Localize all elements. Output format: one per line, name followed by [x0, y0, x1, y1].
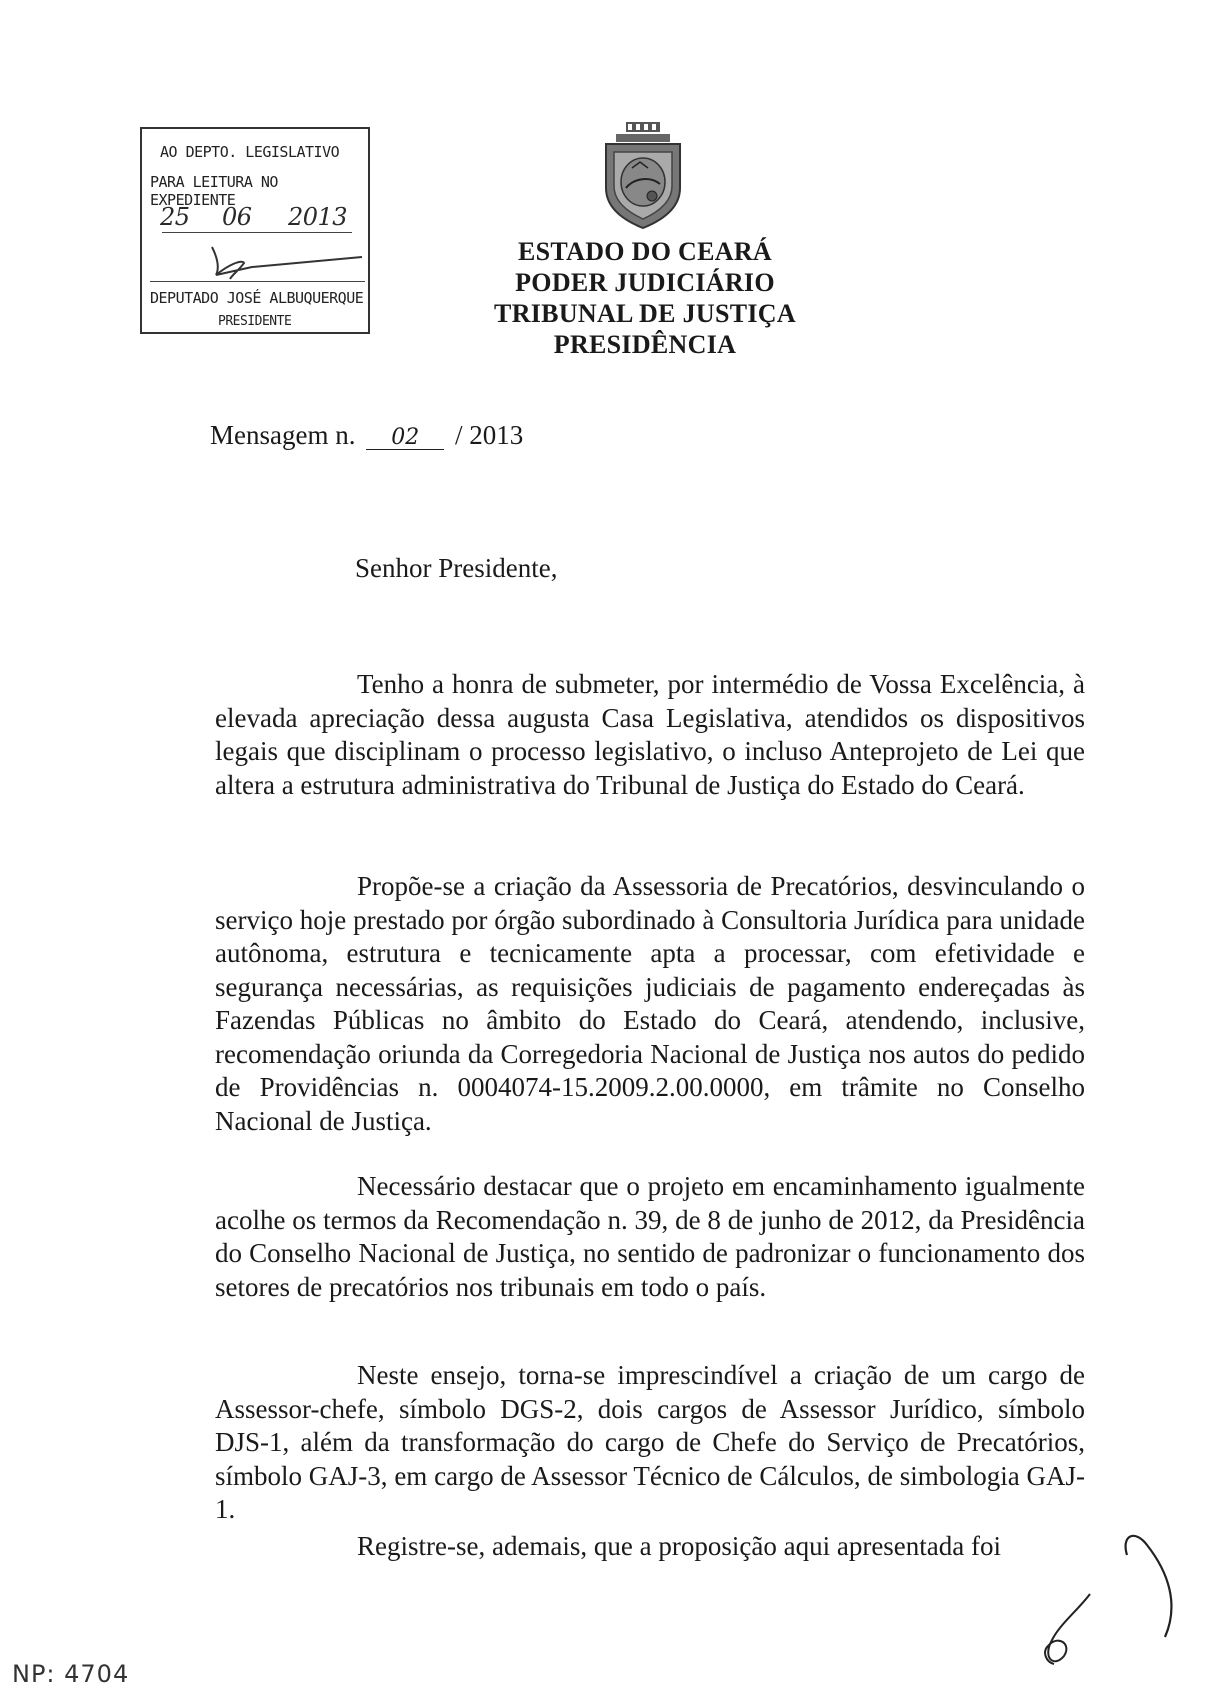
initials-signature [1030, 1590, 1100, 1670]
stamp-date [160, 203, 360, 233]
stamp-line-1: AO DEPTO. LEGISLATIVO [160, 143, 340, 161]
stamp-signature-line [150, 281, 365, 282]
body-paragraph: Tenho a honra de submeter, por intermédio de Vossa Excelência, à elevada apreciação dessa augusta Casa Legislativa, atendidos os dispositivos legais que disciplinam o processo legislativo, o incluso Anteprojeto de Lei que altera a estrutura administrativa do Tribunal de Justiça do Estado do Ceará. [215, 669, 1085, 800]
page-bracket-mark [1115, 1525, 1195, 1645]
state-coat-of-arms-icon [598, 122, 688, 230]
heading-state: ESTADO DO CEARÁ [518, 237, 772, 266]
institution-heading [430, 236, 860, 360]
stamp-signature [172, 237, 362, 285]
message-year: / 2013 [454, 420, 524, 450]
heading-court: TRIBUNAL DE JUSTIÇA [494, 299, 796, 328]
receipt-stamp [140, 127, 370, 334]
stamp-line-4: PRESIDENTE [218, 314, 292, 329]
message-number-line [210, 420, 523, 451]
stamp-date-year: 2013 [288, 203, 348, 231]
body-paragraph: Propõe-se a criação da Assessoria de Precatórios, desvinculando o serviço hoje prestado por órgão subordinado à Consultoria Jurídica para unidade autônoma, estrutura e tecnicamente apta a processar, com efetividade e segurança necessárias, as requisições judiciais de pagamento endereçadas às Fazendas Públicas no âmbito do Estado do Ceará, atendendo, inclusive, recomendação oriunda da Corregedoria Nacional de Justiça nos autos do pedido de Providências n. 0004074-15.2009.2.00.0000, em trâmite no Conselho Nacional de Justiça. [215, 871, 1085, 1136]
greeting: Senhor Presidente, [355, 553, 558, 583]
heading-office: PRESIDÊNCIA [553, 330, 737, 359]
message-prefix: Mensagem n. [210, 420, 356, 450]
heading-power: PODER JUDICIÁRIO [515, 268, 775, 297]
body-paragraph: Necessário destacar que o projeto em encaminhamento igualmente acolhe os termos da Recomendação n. 39, de 8 de junho de 2012, da Presidência do Conselho Nacional de Justiça, no sentido de padronizar o funcionamento dos setores de precatórios nos tribunais em todo o país. [215, 1171, 1085, 1302]
message-number: 02 [366, 427, 444, 450]
stamp-line-3: DEPUTADO JOSÉ ALBUQUERQUE [150, 289, 364, 307]
stamp-date-line [162, 232, 352, 233]
body-paragraph: Neste ensejo, torna-se imprescindível a criação de um cargo de Assessor-chefe, símbolo DGS-2, dois cargos de Assessor Jurídico, símbolo DJS-1, além da transformação do cargo de Chefe do Serviço de Precatórios, símbolo GAJ-3, em cargo de Assessor Técnico de Cálculos, de simbologia GAJ-1. [215, 1360, 1085, 1524]
handwritten-note: NP: 4704 [12, 1660, 130, 1688]
stamp-line-2: PARA LEITURA NO EXPEDIENTE [150, 173, 278, 209]
stamp-date-month: 06 [222, 203, 252, 231]
body-paragraph: Registre-se, ademais, que a proposição aqui apresentada foi [357, 1531, 1002, 1561]
stamp-date-day: 25 [160, 203, 190, 231]
